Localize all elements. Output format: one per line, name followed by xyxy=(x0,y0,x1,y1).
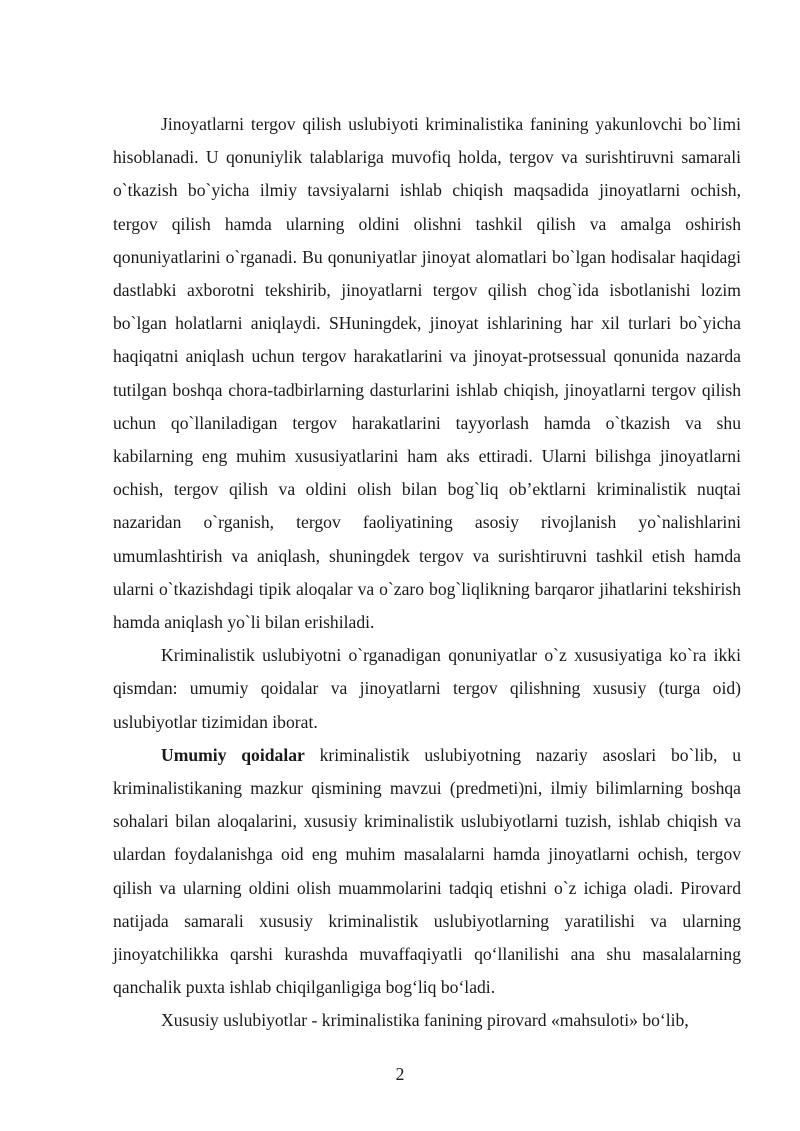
paragraph-text: Kriminalistik uslubiyotni o`rganadigan qonuniyatlar o`z xususiyatiga ko`ra ikki qismdan: umumiy qoidalar va jinoyatlarni tergov qilishning xususiy (turga oid) uslubiyotlar tizimidan iborat. xyxy=(113,645,741,732)
paragraph-text: Jinoyatlarni tergov qilish uslubiyoti kriminalistika fanining yakunlovchi bo`limi hisoblanadi. U qonuniylik talablariga muvofiq holda, tergov va surishtiruvni samarali o`tkazish bo`yicha ilmiy tavsiyalarni ishlab chiqish maqsadida jinoyatlarni ochish, tergov qilish hamda ularning oldini olishni tashkil qilish va amalga oshirish qonuniyatlarini o`rganadi. Bu qonuniyatlar jinoyat alomatlari bo`lgan hodisalar haqidagi dastlabki axborotni tekshirib, jinoyatlarni tergov qilish chog`ida isbotlanishi lozim bo`lgan holatlarni aniqlaydi. SHuningdek, jinoyat ishlarining har xil turlari bo`yicha haqiqatni aniqlash uchun tergov harakatlarini va jinoyat-protsessual qonunida nazarda tutilgan boshqa chora-tadbirlarning dasturlarini ishlab chiqish, jinoyatlarni tergov qilish uchun qo`llaniladigan tergov harakatlarini tayyorlash hamda o`tkazish va shu kabilarning eng muhim xususiyatlarini ham aks ettiradi. Ularni bilishga jinoyatlarni ochish, tergov qilish va oldini olish bilan bog`liq ob’ektlarni kriminalistik nuqtai nazaridan o`rganish, tergov faoliyatining asosiy rivojlanish yo`nalishlarini umumlashtirish va aniqlash, shuningdek tergov va surishtiruvni tashkil etish hamda ularni o`tkazishdagi tipik aloqalar va o`zaro bog`liqlikning barqaror jihatlarini tekshirish hamda aniqlash yo`li bilan erishiladi. xyxy=(113,114,741,633)
paragraph-text: kriminalistik uslubiyotning nazariy asoslari bo`lib, u kriminalistikaning mazkur qismining mavzui (predmeti)ni, ilmiy bilimlarning boshqa sohalari bilan aloqalarini, xususiy kriminalistik uslubiyotlarni tuzish, ishlab chiqish va ulardan foydalanishga oid eng muhim masalalarni hamda jinoyatlarni ochish, tergov qilish va ularning oldini olish muammolarini tadqiq etishni o`z ichiga oladi. Pirovard natijada samarali xususiy kriminalistik uslubiyotlarning yaratilishi va ularning jinoyatchilikka qarshi kurashda muvaffaqiyatli qo‘llanilishi ana shu masalalarning qanchalik puxta ishlab chiqilganligiga bog‘liq bo‘ladi. xyxy=(113,744,741,998)
bold-term: Umumiy qoidalar xyxy=(161,744,305,765)
document-body xyxy=(113,108,741,1038)
paragraph-text: Xususiy uslubiyotlar - kriminalistika fanining pirovard «mahsuloti» bo‘lib, xyxy=(161,1010,689,1031)
paragraph-general-rules xyxy=(113,739,741,1005)
paragraph-intro xyxy=(113,108,741,639)
paragraph-private-methods xyxy=(113,1004,741,1037)
page-number: 2 xyxy=(395,1064,405,1084)
paragraph-structure xyxy=(113,639,741,739)
